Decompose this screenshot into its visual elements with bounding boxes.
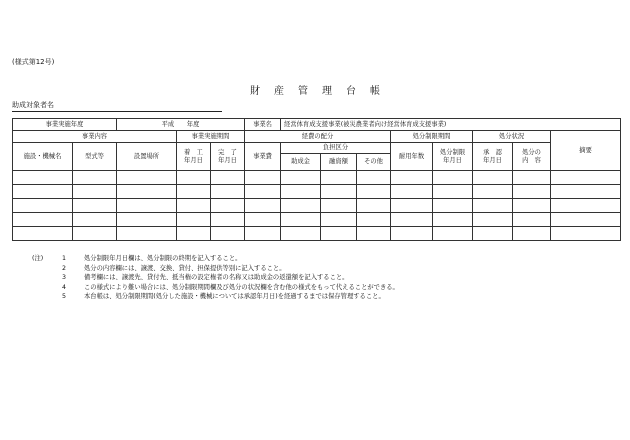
useful-life-header: 耐用年数 [391, 143, 433, 171]
project-name-label: 事業名 [245, 119, 281, 131]
restriction-header: 処分制限期間 [391, 131, 473, 143]
note-text: 本台帳は、処分制限期間(処分した施設・機械については承認年月日)を経過するまでは保存管理すること。 [84, 293, 385, 301]
end-date-header [211, 143, 245, 171]
subsidy-header: 助成金 [281, 154, 321, 171]
approval-date-header [473, 143, 513, 171]
table-row [13, 199, 621, 213]
note-text: 備考欄には、譲渡先、貸付先、抵当権の設定権者の名称又は助成金の返還額を記入すること。 [84, 274, 349, 282]
header-line: 着 工 [184, 148, 203, 156]
note-text: この様式により難い場合には、処分制限期間欄及び処分の状況欄を含む他の様式をもって代えることができる。 [84, 283, 399, 291]
note-number: 3 [62, 274, 67, 282]
start-date-header [177, 143, 211, 171]
project-year-label: 事業実施年度 [13, 119, 117, 131]
note-text: 処分の内容欄には、譲渡、交換、貸付、担保提供等別に記入すること。 [84, 264, 286, 272]
note-item [32, 292, 399, 302]
header-line: 年月日 [483, 156, 502, 164]
title-char: 産 [274, 86, 284, 97]
header-line: 年月日 [443, 156, 462, 164]
note-text: 処分制限年月日欄は、処分制限の終期を記入すること。 [84, 255, 242, 262]
restriction-date-header [433, 143, 473, 171]
header-line: 内 容 [522, 156, 541, 164]
project-name-value: 経営体育成支援事業(被災農業者向け経営体育成支援事業) [281, 119, 621, 131]
note-item [32, 254, 399, 264]
table-row [13, 131, 621, 143]
location-header: 設置場所 [117, 143, 177, 171]
project-cost-header: 事業費 [245, 143, 281, 171]
note-number: 5 [62, 293, 67, 301]
table-row [13, 185, 621, 199]
note-number: 1 [62, 255, 67, 262]
note-item [32, 264, 399, 274]
page-title [0, 82, 630, 97]
table-row [13, 143, 621, 154]
facility-header: 施設・機械名 [13, 143, 73, 171]
table-row [13, 227, 621, 241]
title-char: 帳 [370, 86, 380, 97]
title-char: 財 [250, 86, 260, 97]
header-line: 承 認 [483, 148, 502, 156]
content-header: 事業内容 [13, 131, 177, 143]
title-char: 管 [298, 86, 308, 97]
property-ledger-table [12, 118, 621, 241]
notes-label: (注) [32, 255, 44, 262]
table-row [13, 213, 621, 227]
notes-section [32, 254, 399, 302]
title-char: 台 [346, 86, 356, 97]
note-number: 4 [62, 283, 67, 291]
loan-header: 融資額 [321, 154, 357, 171]
header-line: 年月日 [218, 156, 237, 164]
recipient-name-field: 助成対象者名 [12, 100, 222, 112]
disposal-content-header [513, 143, 551, 171]
form-number: (様式第12号) [12, 58, 55, 66]
header-line: 処分制限 [439, 148, 466, 156]
cost-header: 経費の配分 [245, 131, 391, 143]
note-item [32, 273, 399, 283]
header-line: 処分の [522, 148, 541, 156]
period-header: 事業実施期間 [177, 131, 245, 143]
disposal-header: 処分状況 [473, 131, 551, 143]
note-number: 2 [62, 264, 67, 272]
header-line: 年月日 [184, 156, 203, 164]
title-char: 理 [322, 86, 332, 97]
header-line: 完 了 [218, 148, 237, 156]
note-item [32, 283, 399, 293]
table-row [13, 119, 621, 131]
burden-header: 負担区分 [281, 143, 391, 154]
project-year-value: 平成 年度 [117, 119, 245, 131]
table-row [13, 171, 621, 185]
model-header: 型式等 [73, 143, 117, 171]
other-header: その他 [357, 154, 391, 171]
remarks-header: 摘要 [551, 131, 621, 171]
